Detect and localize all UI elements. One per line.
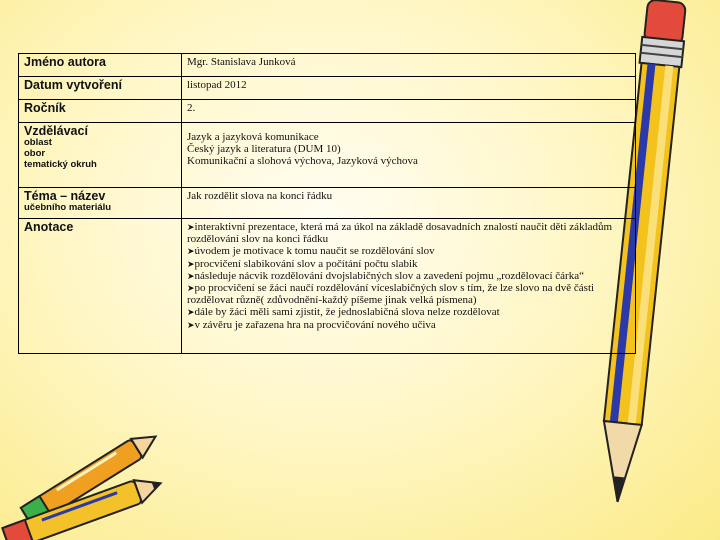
crayons-icon xyxy=(0,425,190,540)
topic-label: Téma – název xyxy=(24,189,106,203)
arrow-bullet-icon: ➤ xyxy=(187,283,195,294)
area-sublabel-oblast: oblast xyxy=(24,137,52,149)
arrow-bullet-icon: ➤ xyxy=(187,307,195,318)
list-item: ➤po procvičení se žáci naučí rozdělování víceslabičných slov s tím, že lze slovo na dvě části rozdělovat různě( zdůvodnění-každý píšeme jinak velká písmena) xyxy=(187,282,595,307)
area-sublabel-obor: obor xyxy=(24,148,46,160)
list-item: ➤dále by žáci měli sami zjistit, že jednoslabičná slova nelze rozdělovat xyxy=(187,306,500,319)
arrow-bullet-icon: ➤ xyxy=(187,246,195,257)
area-label: Vzdělávací xyxy=(24,124,88,138)
date-label: Datum vytvoření xyxy=(24,78,122,92)
topic-value: Jak rozdělit slova na konci řádku xyxy=(187,190,333,202)
area-value-line: Český jazyk a literatura (DUM 10) xyxy=(187,143,341,156)
list-item: ➤v závěru je zařazena hra na procvičování nového učiva xyxy=(187,318,436,331)
table-row-author xyxy=(19,54,636,77)
grade-value: 2. xyxy=(187,102,196,114)
table-row-area xyxy=(19,123,636,188)
area-sublabel-okruh: tematický okruh xyxy=(24,159,97,171)
author-value: Mgr. Stanislava Junková xyxy=(187,56,296,68)
area-value-line: Komunikační a slohová výchova, Jazyková výchova xyxy=(187,155,418,168)
topic-sublabel: učebního materiálu xyxy=(24,202,112,214)
table-row-grade xyxy=(19,100,636,123)
table-row-topic xyxy=(19,188,636,219)
date-value: listopad 2012 xyxy=(187,79,247,91)
area-value-line: Jazyk a jazyková komunikace xyxy=(187,131,319,143)
list-item: ➤procvičení slabikování slov a počítání počtu slabik xyxy=(187,257,418,270)
arrow-bullet-icon: ➤ xyxy=(187,258,195,269)
table-row-annotation xyxy=(19,219,636,354)
table-row-date xyxy=(19,77,636,100)
author-label: Jméno autora xyxy=(24,55,106,69)
arrow-bullet-icon: ➤ xyxy=(187,270,195,281)
arrow-bullet-icon: ➤ xyxy=(187,222,195,232)
metadata-table xyxy=(18,53,636,354)
grade-label: Ročník xyxy=(24,101,66,115)
arrow-bullet-icon: ➤ xyxy=(187,319,195,330)
list-item: ➤interaktivní prezentace, která má za úkol na základě dosavadních znalostí naučit děti základům rozdělování slov na konci řádku xyxy=(187,221,613,246)
annotation-label: Anotace xyxy=(24,220,74,234)
list-item: ➤úvodem je motivace k tomu naučit se rozdělování slov xyxy=(187,245,435,258)
list-item: ➤následuje nácvik rozdělování dvojslabičných slov a zavedení pojmu „rozdělovací čárka“ xyxy=(187,269,584,282)
